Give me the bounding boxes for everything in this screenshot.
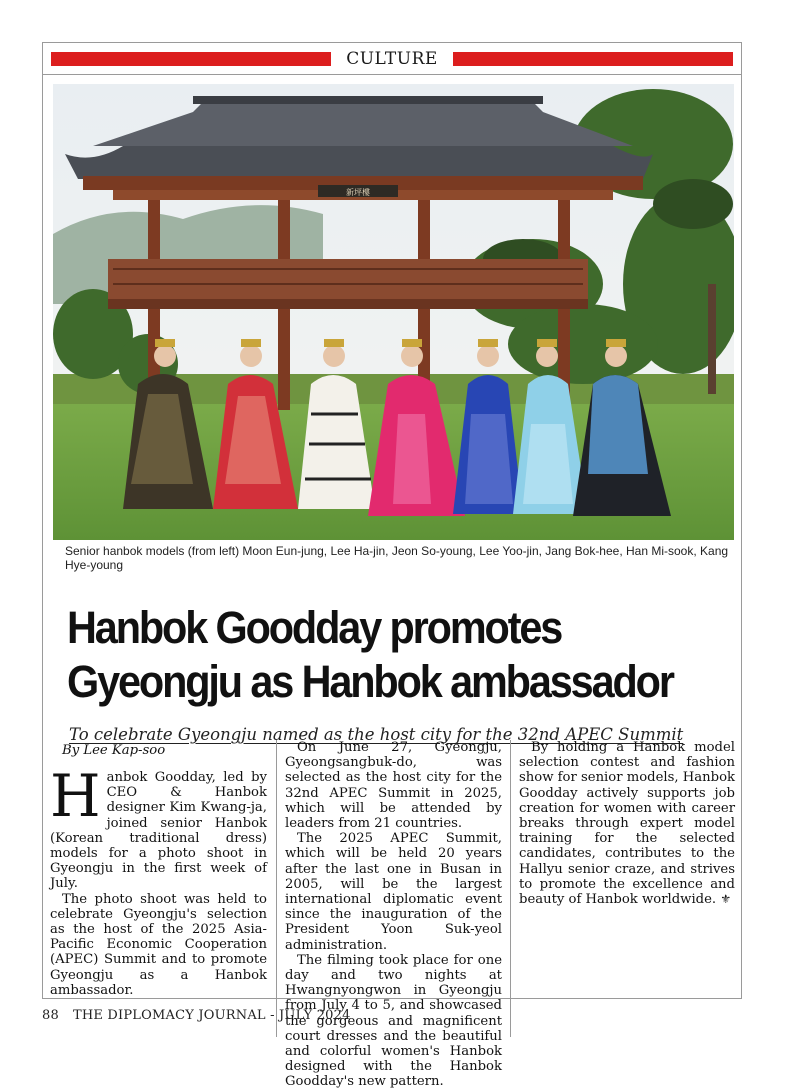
article-column-1 <box>50 743 267 998</box>
paragraph: The filming took place for one day and two nights at Hwangnyongwon in Gyeongju from July 4 to 5, and showcased the gorgeous and magnificent court dresses and the beautiful and colorful women's Hanbok designed with the Hanbok Goodday's new pattern. <box>285 952 502 1090</box>
divider <box>43 74 741 75</box>
end-mark-icon: ⚜ <box>720 892 732 907</box>
drop-cap: H <box>50 762 101 830</box>
paragraph: On June 27, Gyeongju, Gyeongsangbuk-do, was selected as the host city for the 32nd APEC Summit in 2025, which will be attended by leaders from 21 countries. <box>285 740 502 832</box>
article-column-3 <box>519 740 735 907</box>
paragraph <box>519 740 735 907</box>
page-footer <box>42 1008 351 1023</box>
paragraph: The 2025 APEC Summit, which will be held 20 years after the last one in Busan in 2005, will be the largest international diplomatic event since the inauguration of the President Yoon Suk-yeol administration. <box>285 831 502 953</box>
article-headline <box>67 601 680 709</box>
section-header <box>51 49 733 69</box>
section-bar-left <box>51 52 331 66</box>
article-photo <box>53 84 734 540</box>
publication-line: THE DIPLOMACY JOURNAL - JULY 2024 <box>72 1008 351 1023</box>
photo-caption: Senior hanbok models (from left) Moon Eun-jung, Lee Ha-jin, Jeon So-young, Lee Yoo-jin, Jang Bok-hee, Han Mi-sook, Kang Hye-young <box>65 544 729 572</box>
paragraph-text: anbok Goodday, led by CEO & Hanbok designer Kim Kwang-ja, joined senior Hanbok (Korean traditional dress) models for a photo shoot in Gyeongju in the first week of July. <box>50 770 267 892</box>
headline-line-2: Gyeongju as Hanbok ambassador <box>67 656 673 707</box>
column-divider <box>276 740 277 1037</box>
page-number: 88 <box>42 1008 59 1023</box>
headline-line-1: Hanbok Goodday promotes <box>67 602 562 653</box>
paragraph: The photo shoot was held to celebrate Gyeongju's selection as the host of the 2025 Asia-Pacific Economic Cooperation (APEC) Summit and to promote Gyeongju as a Hanbok ambassador. <box>50 891 267 998</box>
section-label: CULTURE <box>346 49 438 69</box>
column-divider <box>510 740 511 1037</box>
paragraph <box>50 762 267 892</box>
section-bar-right <box>453 52 733 66</box>
paragraph-text: By holding a Hanbok model selection contest and fashion show for senior models, Hanbok Goodday actively supports job creation for women with career breaks through expert model training for the selected candidates, contributes to the Hallyu senior craze, and strives to promote the excellence and beauty of Hanbok worldwide. <box>519 740 736 908</box>
article-subhead: To celebrate Gyeongju named as the host city for the 32nd APEC Summit <box>69 725 684 744</box>
article-column-2 <box>285 740 502 1090</box>
pavilion-sign: 新坪樓 <box>346 188 370 197</box>
byline: By Lee Kap-soo <box>62 743 166 758</box>
